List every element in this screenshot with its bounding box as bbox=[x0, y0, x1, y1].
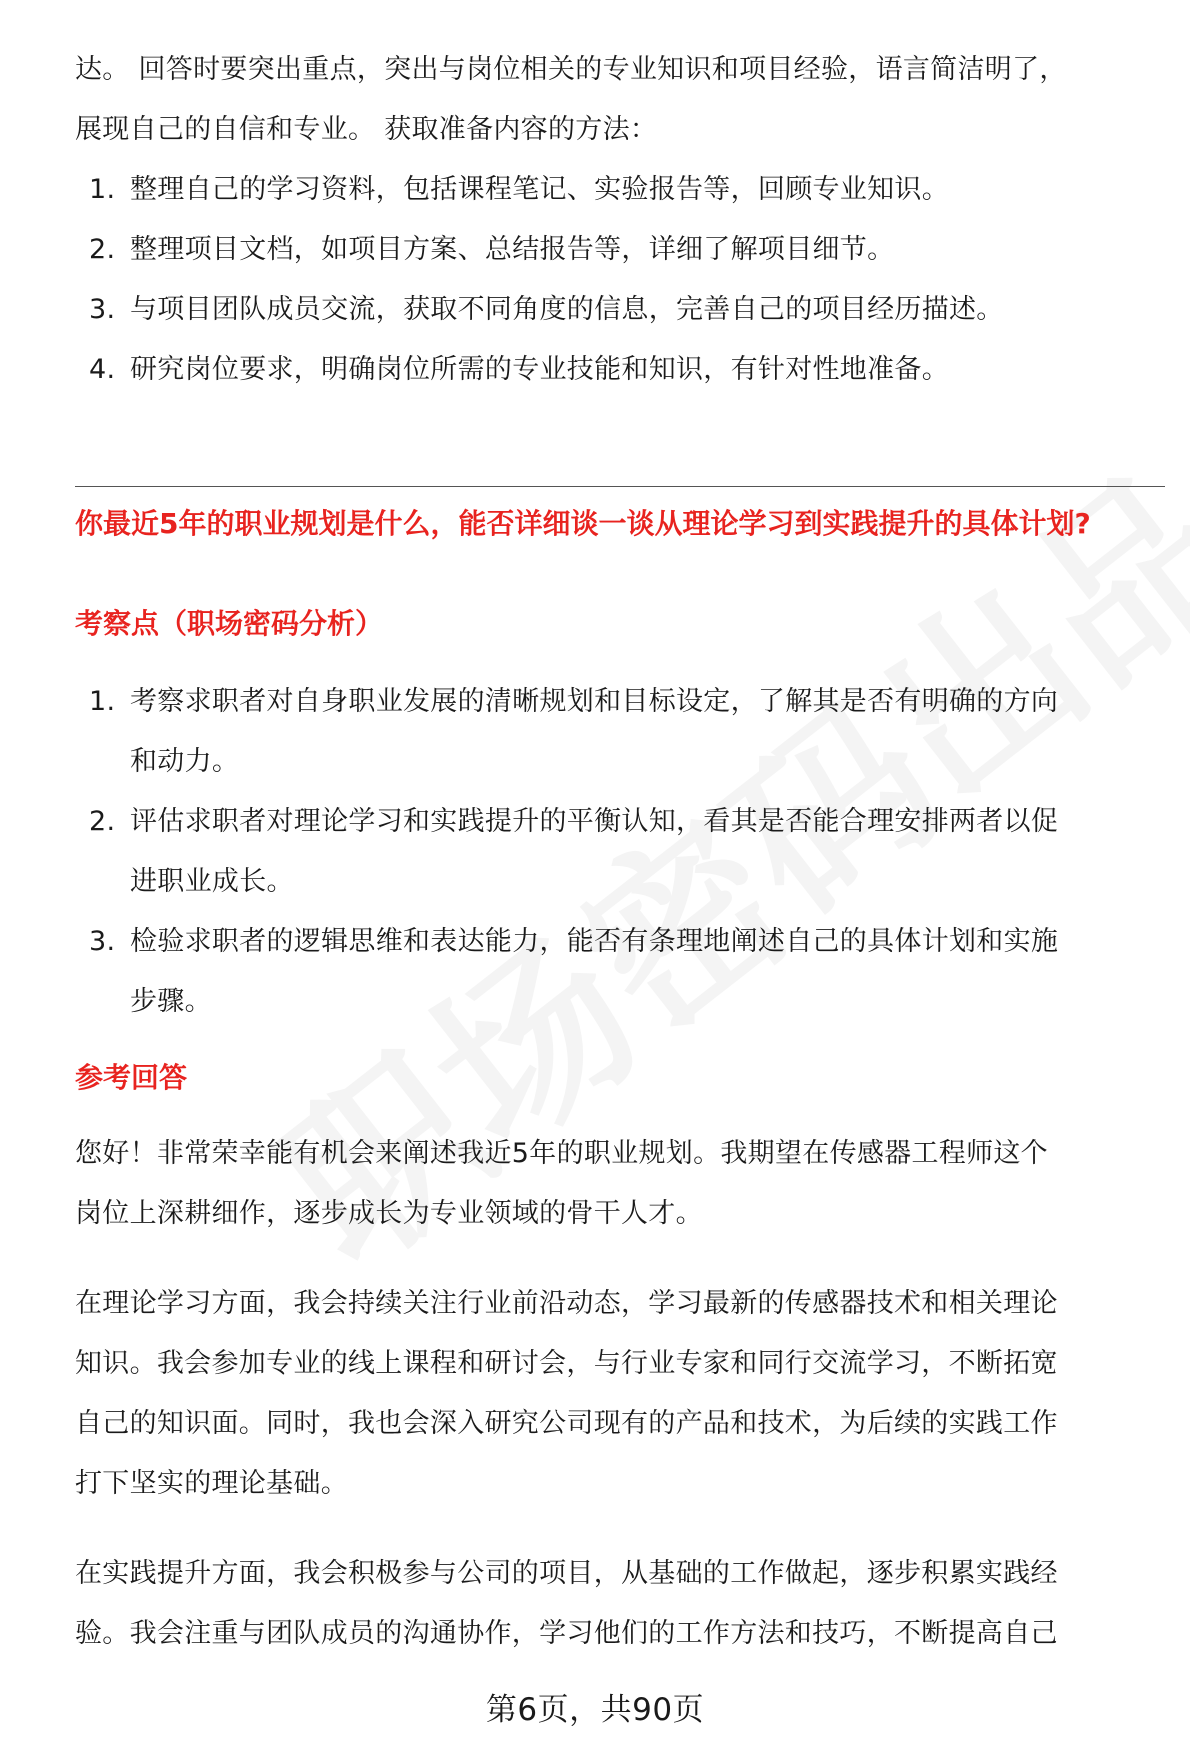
methods-list bbox=[75, 160, 1165, 400]
page-number: 第6页，共90页 bbox=[485, 1692, 705, 1728]
intro-paragraph bbox=[75, 40, 1165, 160]
answer-body bbox=[75, 1124, 1165, 1664]
section-divider bbox=[75, 486, 1165, 487]
intro-line: 达。 回答时要突出重点，突出与岗位相关的专业知识和项目经验，语言简洁明了， bbox=[75, 54, 1067, 85]
list-item: 3. 检验求职者的逻辑思维和表达能力，能否有条理地阐述自己的具体计划和实施 步骤。 bbox=[89, 926, 1059, 1017]
reference-heading: 参考回答 bbox=[75, 1061, 188, 1094]
points-list bbox=[75, 672, 1165, 1032]
question-title: 你最近5年的职业规划是什么，能否详细谈一谈从理论学习到实践提升的具体计划? bbox=[75, 507, 1091, 540]
list-item: 4. 研究岗位要求，明确岗位所需的专业技能和知识，有针对性地准备。 bbox=[89, 354, 949, 385]
points-heading: 考察点（职场密码分析） bbox=[75, 607, 384, 640]
answer-paragraph: 在实践提升方面，我会积极参与公司的项目，从基础的工作做起，逐步积累实践经 验。我会注重与团队成员的沟通协作，学习他们的工作方法和技巧，不断提高自己 bbox=[75, 1558, 1058, 1649]
list-item: 2. 评估求职者对理论学习和实践提升的平衡认知，看其是否能合理安排两者以促 进职业成长。 bbox=[89, 806, 1059, 897]
list-item: 1. 整理自己的学习资料，包括课程笔记、实验报告等，回顾专业知识。 bbox=[89, 174, 949, 205]
answer-paragraph: 在理论学习方面，我会持续关注行业前沿动态，学习最新的传感器技术和相关理论 知识。我会参加专业的线上课程和研讨会，与行业专家和同行交流学习，不断拓宽 自己的知识面。同时，我也会深入研究公司现有的产品和技术，为后续的实践工作 打下坚实的理论基础。 bbox=[75, 1288, 1058, 1499]
intro-line: 展现自己的自信和专业。 获取准备内容的方法： bbox=[75, 114, 658, 145]
list-item: 1. 考察求职者对自身职业发展的清晰规划和目标设定，了解其是否有明确的方向 和动力。 bbox=[89, 686, 1059, 777]
answer-paragraph: 您好！非常荣幸能有机会来阐述我近5年的职业规划。我期望在传感器工程师这个 岗位上深耕细作，逐步成长为专业领域的骨干人才。 bbox=[75, 1138, 1048, 1229]
document-page bbox=[75, 0, 1165, 400]
list-item: 3. 与项目团队成员交流，获取不同角度的信息，完善自己的项目经历描述。 bbox=[89, 294, 1004, 325]
list-item: 2. 整理项目文档，如项目方案、总结报告等，详细了解项目细节。 bbox=[89, 234, 895, 265]
